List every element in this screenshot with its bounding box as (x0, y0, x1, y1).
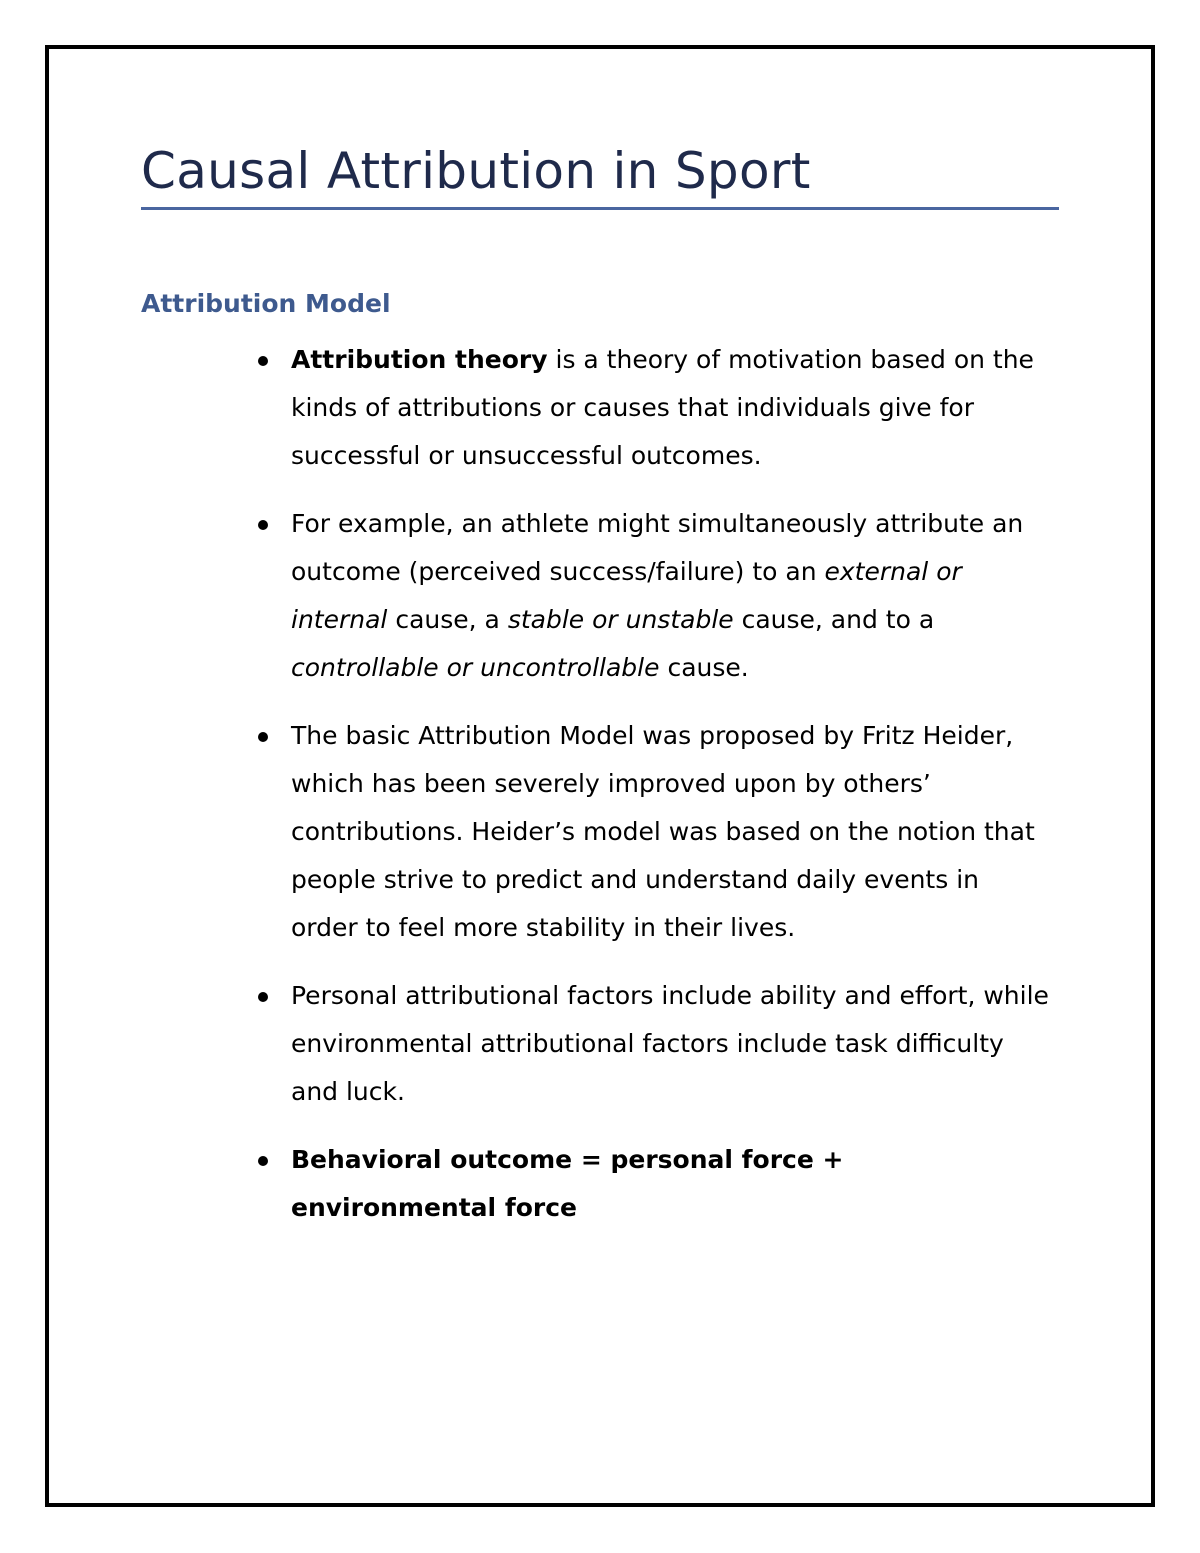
bullet-item-example (251, 500, 1051, 692)
bullet-text: Personal attributional factors include ability and effort, while environmental attributional factors include task difficulty and luck. (291, 981, 1049, 1106)
bullet-dot-icon (258, 1156, 268, 1166)
bullet-list (251, 336, 1051, 1252)
bullet-text: cause, and to a (733, 605, 935, 634)
bullet-dot-icon (258, 520, 268, 530)
bullet-text: is a theory of motivation based on the kinds of attributions or causes that individuals give for successful or unsuccessful outcomes. (291, 345, 1034, 470)
bullet-emphasis: stable or unstable (507, 605, 734, 634)
title-underline (141, 207, 1059, 210)
bullet-item-attribution-theory (251, 336, 1051, 480)
bullet-term: Attribution theory (291, 345, 548, 374)
bullet-dot-icon (258, 356, 268, 366)
bullet-dot-icon (258, 992, 268, 1002)
bullet-emphasis: external or internal (291, 557, 962, 634)
bullet-item-behavioral-outcome (251, 1136, 1051, 1232)
bullet-text: cause. (659, 653, 749, 682)
bullet-item-factors (251, 972, 1051, 1116)
section-heading: Attribution Model (141, 289, 391, 318)
bullet-text: cause, a (387, 605, 508, 634)
document-title: Causal Attribution in Sport (141, 142, 811, 200)
bullet-text: For example, an athlete might simultaneously attribute an outcome (perceived success/failure) to an (291, 509, 1024, 586)
bullet-text: The basic Attribution Model was proposed by Fritz Heider, which has been severely improved upon by others’ contributions. Heider’s model was based on the notion that people strive to predict and understand daily events in order to feel more stability in their lives. (291, 721, 1035, 942)
bullet-text: Behavioral outcome = personal force + environmental force (291, 1145, 844, 1222)
bullet-dot-icon (258, 732, 268, 742)
bullet-emphasis: controllable or uncontrollable (291, 653, 660, 682)
bullet-item-basic-model (251, 712, 1051, 952)
